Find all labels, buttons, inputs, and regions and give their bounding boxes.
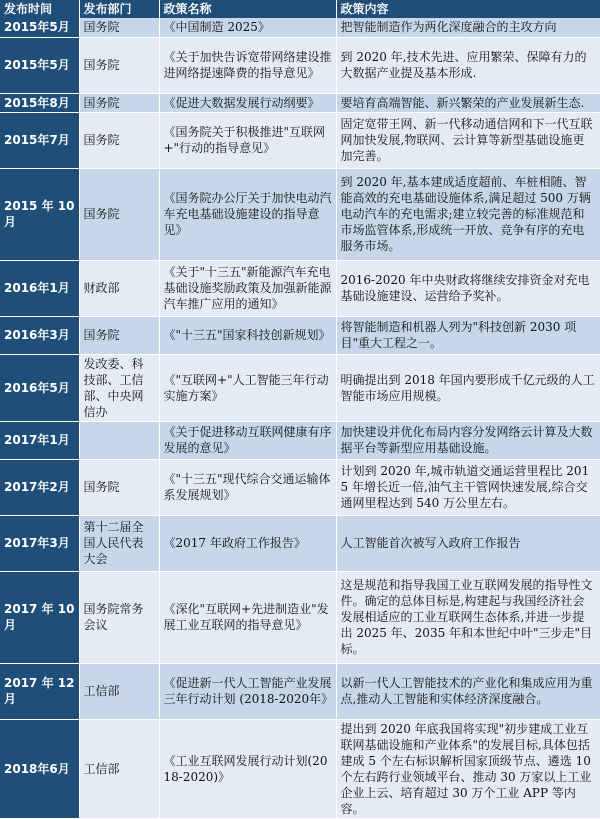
row-date: 2017 年 10 月 [0, 571, 79, 663]
table-row [0, 93, 600, 112]
row-department: 工信部 [79, 719, 159, 818]
row-department: 国务院 [79, 459, 159, 515]
row-policy-content: 到 2020 年,技术先进、应用繁荣、保障有力的大数据产业提及基本形成. [336, 37, 600, 93]
row-department: 发改委、科技部、工信部、中央网信办 [79, 354, 159, 421]
row-policy-name: 《关于加快告诉宽带网络建设推进网络提速降费的指导意见》 [159, 37, 336, 93]
row-date: 2016年1月 [0, 260, 79, 316]
row-policy-content: 把智能制造作为两化深度融合的主攻方向 [336, 18, 600, 37]
table-row [0, 354, 600, 421]
row-policy-content: 提出到 2020 年底我国将实现"初步建成工业互联网基础设施和产业体系"的发展目标,具体包括建成 5 个左右标识解析国家顶级节点、遴选 10 个左右跨行业领域平台、推动 30 万家以上工业企业上云、培育超过 30 万个工业 APP 等内容。 [336, 719, 600, 818]
row-policy-name: 《"互联网+"人工智能三年行动实施方案》 [159, 354, 336, 421]
row-policy-content: 计划到 2020 年,城市轨道交通运营里程比 2015 年增长近一倍,油气主干管网快速发展,综合交通网里程达到 540 万公里左右。 [336, 459, 600, 515]
row-policy-content: 这是规范和指导我国工业互联网发展的指导性文件。确定的总体目标是,构建起与我国经济社会发展相适应的工业互联网生态体系,并进一步提出 2025 年、2035 年和本世纪中叶"三步走"目标。 [336, 571, 600, 663]
row-policy-content: 加快建设并优化布局内容分发网络云计算及大数据平台等新型应用基础设施。 [336, 421, 600, 459]
row-policy-name: 《促进大数据发展行动纲要》 [159, 93, 336, 112]
row-policy-name: 《工业互联网发展行动计划(2018-2020)》 [159, 719, 336, 818]
row-department: 工信部 [79, 663, 159, 719]
table-row [0, 260, 600, 316]
row-date: 2015年8月 [0, 93, 79, 112]
row-department: 国务院 [79, 93, 159, 112]
row-policy-name: 《中国制造 2025》 [159, 18, 336, 37]
row-department: 财政部 [79, 260, 159, 316]
row-policy-name: 《深化"互联网+先进制造业"发展工业互联网的指导意见》 [159, 571, 336, 663]
row-department: 国务院 [79, 37, 159, 93]
row-date: 2015 年 10 月 [0, 168, 79, 260]
table-row [0, 719, 600, 818]
table-row [0, 421, 600, 459]
row-department: 国务院 [79, 168, 159, 260]
table-row [0, 663, 600, 719]
row-date: 2015年7月 [0, 112, 79, 168]
row-policy-content: 明确提出到 2018 年国内要形成千亿元级的人工智能市场应用规模。 [336, 354, 600, 421]
row-date: 2017 年 12 月 [0, 663, 79, 719]
table-row [0, 18, 600, 37]
table-row [0, 112, 600, 168]
row-policy-name: 《"十三五"现代综合交通运输体系发展规划》 [159, 459, 336, 515]
row-department: 国务院常务会议 [79, 571, 159, 663]
row-policy-content: 到 2020 年,基本建成适度超前、车桩相随、智能高效的充电基础设施体系,满足超过 500 万辆电动汽车的充电需求;建立较完善的标准规范和市场监管体系,形成统一开放、竞争有序的充电服务市场。 [336, 168, 600, 260]
table-row [0, 459, 600, 515]
row-date: 2017年2月 [0, 459, 79, 515]
row-policy-content: 要培育高端智能、新兴繁荣的产业发展新生态. [336, 93, 600, 112]
table-row [0, 571, 600, 663]
header-department: 发布部门 [79, 0, 159, 18]
table-row [0, 316, 600, 354]
row-policy-name: 《国务院关于积极推进"互联网+"行动的指导意见》 [159, 112, 336, 168]
header-policy-name: 政策名称 [159, 0, 336, 18]
table-row [0, 37, 600, 93]
row-date: 2017年3月 [0, 515, 79, 571]
header-policy-content: 政策内容 [336, 0, 600, 18]
header-date: 发布时间 [0, 0, 79, 18]
row-department: 国务院 [79, 112, 159, 168]
row-department: 国务院 [79, 18, 159, 37]
row-date: 2016年5月 [0, 354, 79, 421]
row-policy-name: 《"十三五"国家科技创新规划》 [159, 316, 336, 354]
row-policy-name: 《2017 年政府工作报告》 [159, 515, 336, 571]
row-policy-content: 2016-2020 年中央财政将继续安排资金对充电基础设施建设、运营给予奖补。 [336, 260, 600, 316]
row-policy-name: 《国务院办公厅关于加快电动汽车充电基础设施建设的指导意见》 [159, 168, 336, 260]
row-policy-content: 人工智能首次被写入政府工作报告 [336, 515, 600, 571]
row-policy-name: 《促进新一代人工智能产业发展三年行动计划 (2018-2020年》 [159, 663, 336, 719]
row-department: 第十二届全国人民代表大会 [79, 515, 159, 571]
row-policy-name: 《关于促进移动互联网健康有序发展的意见》 [159, 421, 336, 459]
row-department: 国务院 [79, 316, 159, 354]
row-date: 2015年5月 [0, 37, 79, 93]
row-policy-content: 以新一代人工智能技术的产业化和集成应用为重点,推动人工智能和实体经济深度融合。 [336, 663, 600, 719]
table-row [0, 515, 600, 571]
row-date: 2018年6月 [0, 719, 79, 818]
row-department [79, 421, 159, 459]
row-date: 2015年5月 [0, 18, 79, 37]
row-policy-content: 固定宽带王网、新一代移动通信网和下一代互联网加快发展,物联网、云计算等新型基础设施更加完善。 [336, 112, 600, 168]
table-header-row [0, 0, 600, 18]
row-date: 2017年1月 [0, 421, 79, 459]
row-policy-name: 《关于"十三五"新能源汽车充电基础设施奖励政策及加强新能源汽车推广应用的通知》 [159, 260, 336, 316]
row-policy-content: 将智能制造和机器人列为"科技创新 2030 项目"重大工程之一。 [336, 316, 600, 354]
table-row [0, 168, 600, 260]
row-date: 2016年3月 [0, 316, 79, 354]
